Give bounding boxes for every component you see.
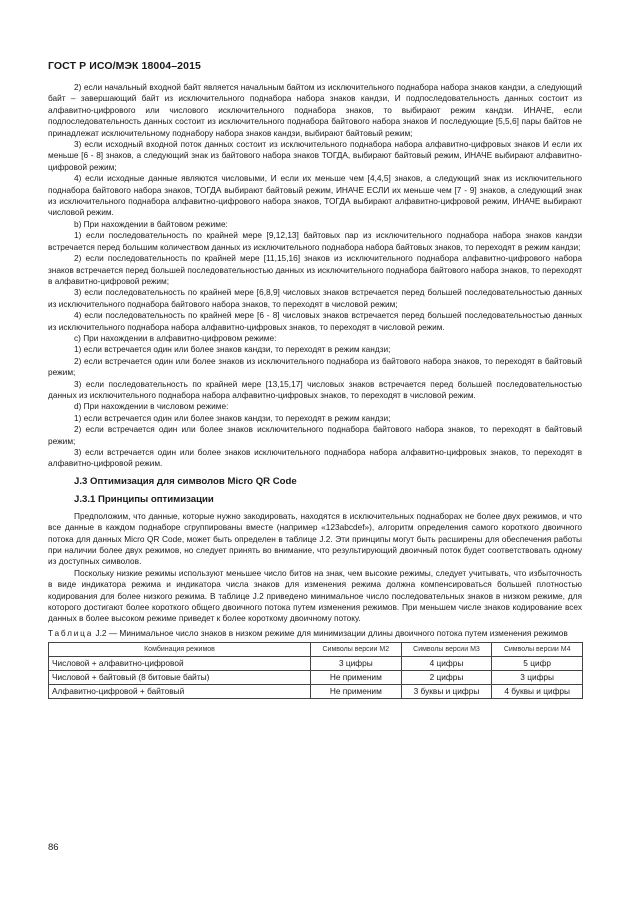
subsection-title: J.3.1 Принципы оптимизации xyxy=(74,493,214,505)
table-header-row xyxy=(49,643,583,657)
table-cell: 4 цифры xyxy=(401,657,492,671)
table-header-cell: Комбинация режимов xyxy=(49,643,311,657)
table-caption-label: Таблица xyxy=(48,627,94,638)
paragraph: 1) если последовательность по крайней мере [9,12,13] байтовых пар из исключительного поднабора набора знаков кандзи встречается перед большим количеством данных из исключительного поднабора набора байтовых знаков, то переходят в режим кандзи; xyxy=(48,230,582,252)
table-cell: Числовой + байтовый (8 битовые байты) xyxy=(49,671,311,685)
paragraph: Предположим, что данные, которые нужно закодировать, находятся в исключительных поднаборах не более двух режимов, и что все данные в каждом поднаборе сгруппированы вместе (например «123abcdef»), алгоритм определения самого короткого двоичного потока для данных Micro QR Code, может быть определен в таблице J.2. Эти принципы могут быть расширены для обеспечения работы при наличии более двух режимов, но следует принять во внимание, что результирующий двоичный поток будет соответствовать одному из доступных символов. xyxy=(48,510,582,567)
paragraph: 2) если встречается один или более знаков из исключительного поднабора из байтового набора знаков, то переходят в байтовый режим; xyxy=(48,355,582,378)
table-cell: 2 цифры xyxy=(401,671,492,685)
table-cell: Числовой + алфавитно-цифровой xyxy=(49,657,311,671)
paragraph: 1) если встречается один или более знаков кандзи, то переходят в режим кандзи; xyxy=(74,412,391,423)
document-header: ГОСТ Р ИСО/МЭК 18004–2015 xyxy=(48,60,201,72)
table-cell: 5 цифр xyxy=(492,657,583,671)
document-body xyxy=(48,82,582,699)
list-heading: c) При нахождении в алфавитно-цифровом режиме: xyxy=(74,332,277,343)
table-cell: Алфавитно-цифровой + байтовый xyxy=(49,685,311,699)
table-caption xyxy=(48,628,582,639)
table-cell: 3 цифры xyxy=(311,657,402,671)
list-heading: d) При нахождении в числовом режиме: xyxy=(74,401,229,412)
paragraph: 3) если исходный входной поток данных состоит из исключительного поднабора набора алфавитно-цифровых знаков И если их меньше [6 - 8] знаков, а следующий знак из байтового набора знаков ТОГДА, выбирают байтовый режим, ИНАЧЕ выбирают алфавитно-цифровой режим; xyxy=(48,139,582,172)
section-title: J.3 Оптимизация для символов Micro QR Code xyxy=(74,475,297,487)
table-row xyxy=(49,657,583,671)
page-number: 86 xyxy=(48,842,59,853)
table-header-cell: Символы версии M4 xyxy=(492,643,583,657)
paragraph: Поскольку низкие режимы используют меньшее число битов на знак, чем высокие режимы, следует учитывать, что избыточность в виде индикатора режима и индикатора числа знаков для изменения режима должна компенсироваться большей плотностью кодирования для более низкого режима. В таблице J.2 приведено минимальное число последовательных знаков в низком режиме, для которого достигают более короткого общего двоичного потока путем изменения режимов. При меньшем числе знаков кодирование всех данных в более высоком режиме приведет к более короткому двоичному потоку. xyxy=(48,567,582,624)
paragraph: 4) если исходные данные являются числовыми, И если их меньше чем [4,4,5] знаков, а следующий знак из исключительного поднабора байтового набора знаков, ТОГДА выбирают байтовый режим, ИНАЧЕ ЕСЛИ их меньше чем [7 - 9] знаков, а следующий знак из исключительного поднабора алфавитно-цифрового набора знаков, ТОГДА выбирают алфавитно-цифровой режим, ИНАЧЕ выбирают числовой режим. xyxy=(48,173,582,218)
paragraph: 4) если последовательность по крайней мере [6 - 8] числовых знаков встречается перед большей последовательностью данных из исключительного поднабора набора алфавитно-цифровых знаков, то переходят в числовой режим. xyxy=(48,310,582,332)
paragraph: 2) если встречается один или более знаков исключительного поднабора байтового набора знаков, то переходят в байтовый режим; xyxy=(48,424,582,446)
mode-table xyxy=(48,642,583,699)
table-row xyxy=(49,671,583,685)
table-cell: Не применим xyxy=(311,685,402,699)
table-cell: 4 буквы и цифры xyxy=(492,685,583,699)
table-cell: 3 буквы и цифры xyxy=(401,685,492,699)
list-heading: b) При нахождении в байтовом режиме: xyxy=(74,218,228,229)
paragraph: 3) если последовательность по крайней мере [6,8,9] числовых знаков встречается перед большей последовательностью данных из исключительного поднабора байтового набора знаков, то переходят в числовой режим; xyxy=(48,287,582,309)
table-cell: Не применим xyxy=(311,671,402,685)
paragraph: 2) если начальный входной байт является начальным байтом из исключительного поднабора набора знаков кандзи, а следующий байт – завершающий байт из исключительного поднабора набора знаков кандзи, И подпоследовательность данных состоит из алфавитно-цифрового или числового исключительного поднабора знаков, то выбирают режим кандзи. ИНАЧЕ, если подпоследовательность данных состоит из исключительного поднабора байтового набора знаков И последующие [5,5,6] пары байтов не принадлежат исключительному поднабору набора знаков кандзи, выбирают байтовый режим; xyxy=(48,82,582,138)
table-cell: 3 цифры xyxy=(492,671,583,685)
table-row xyxy=(49,685,583,699)
paragraph: 3) если встречается один или более знаков исключительного поднабора набора алфавитно-цифровых знаков, то переходят в алфавитно-цифровой режим. xyxy=(48,447,582,469)
table-caption-text: J.2 — Минимальное число знаков в низком режиме для минимизации длины двоичного потока путем изменения режимов xyxy=(93,627,568,638)
paragraph: 2) если последовательность по крайней мере [11,15,16] знаков из исключительного поднабора алфавитно-цифрового набора знаков встречается перед большей последовательностью данных из исключительного поднабора байтового набора знаков, то переходят в алфавитно-цифровой режим; xyxy=(48,253,582,286)
paragraph: 3) если последовательность по крайней мере [13,15,17] числовых знаков встречается перед большей последовательностью данных из исключительного поднабора набора алфавитно-цифровых знаков, то переходят в числовой режим. xyxy=(48,378,582,400)
table-header-cell: Символы версии M2 xyxy=(311,643,402,657)
paragraph: 1) если встречается один или более знаков кандзи, то переходят в режим кандзи; xyxy=(74,344,391,355)
table-header-cell: Символы версии M3 xyxy=(401,643,492,657)
